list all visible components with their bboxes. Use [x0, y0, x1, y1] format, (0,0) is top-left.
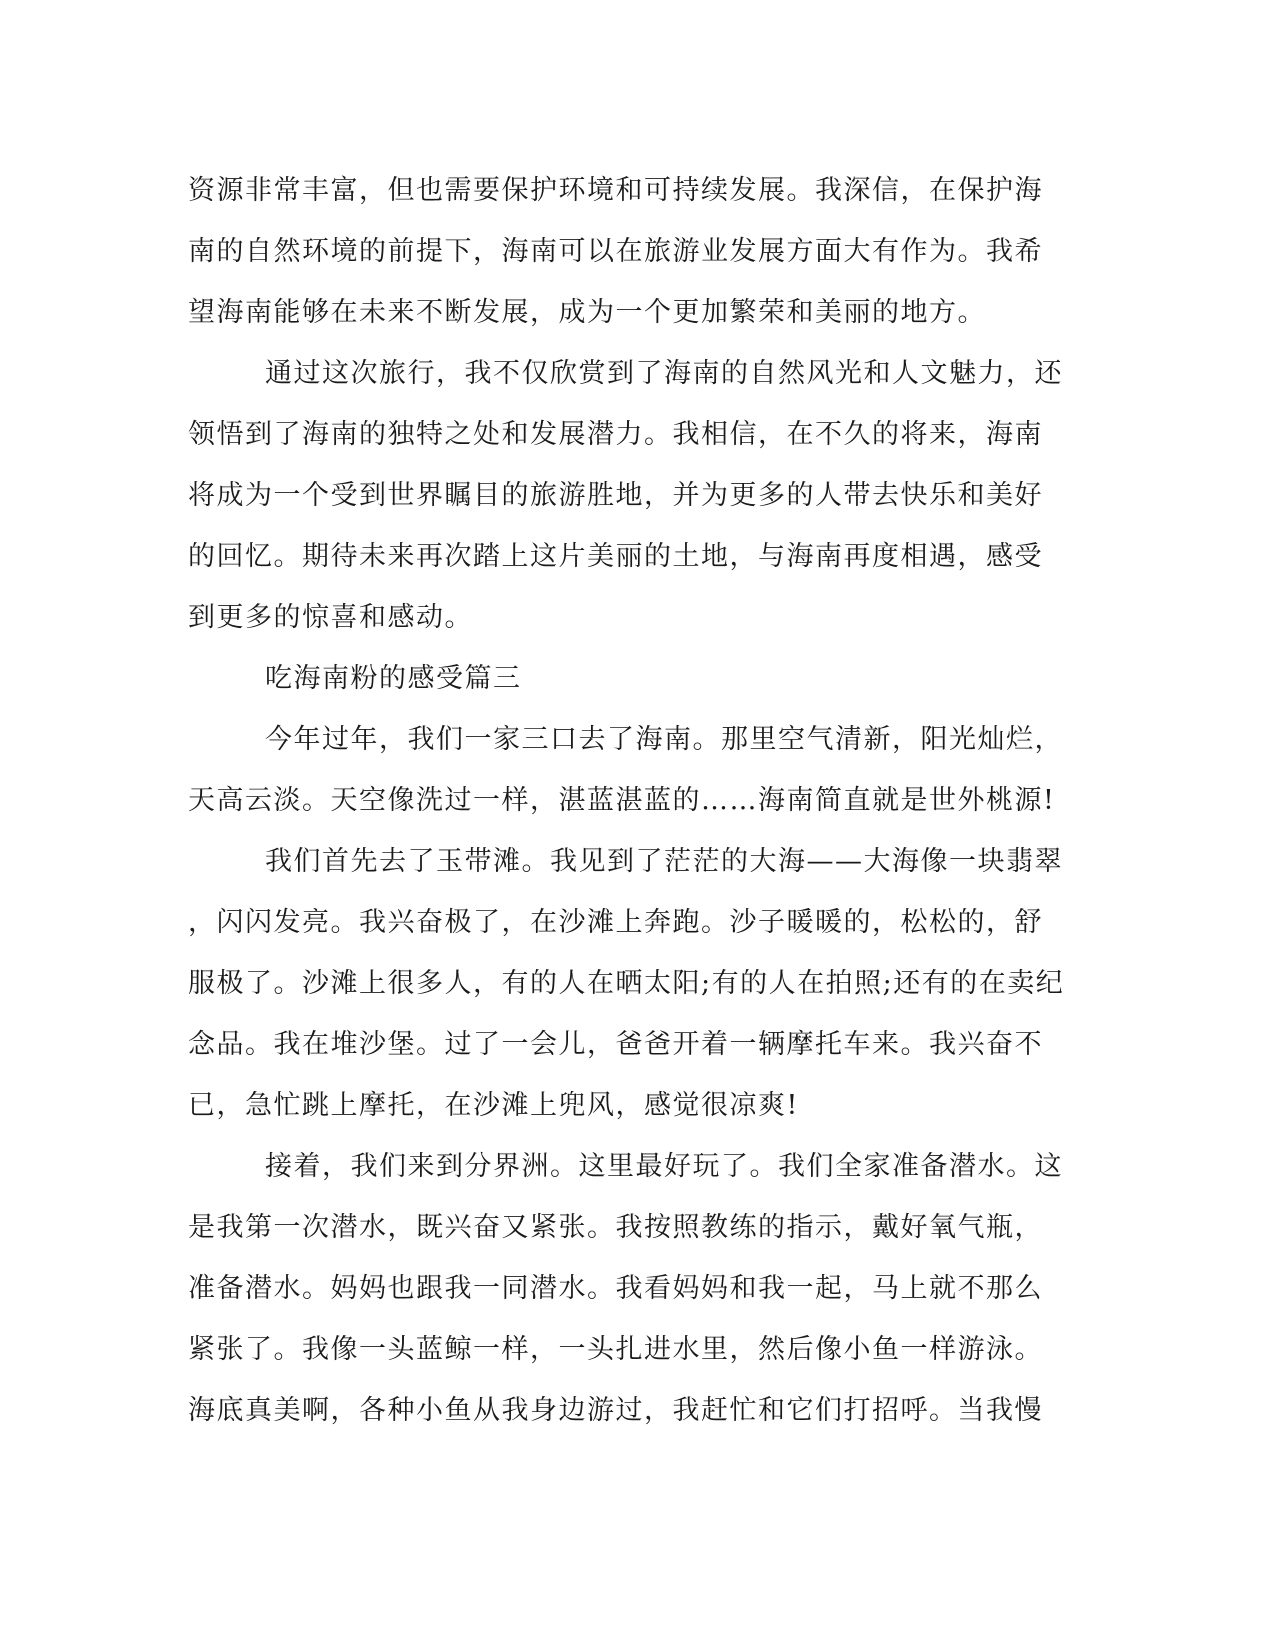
paragraph — [188, 343, 1073, 648]
text-line: 今年过年，我们一家三口去了海南。那里空气清新，阳光灿烂， — [265, 724, 1063, 755]
text-line: 天高云淡。天空像洗过一样，湛蓝湛蓝的……海南简直就是世外桃源! — [188, 785, 1056, 816]
text-line: 的回忆。期待未来再次踏上这片美丽的土地，与海南再度相遇，感受 — [188, 541, 1043, 572]
text-line: ，闪闪发亮。我兴奋极了，在沙滩上奔跑。沙子暖暖的，松松的，舒 — [188, 907, 1043, 938]
text-line: 紧张了。我像一头蓝鲸一样，一头扎进水里，然后像小鱼一样游泳。 — [188, 1334, 1043, 1365]
text-line: 领悟到了海南的独特之处和发展潜力。我相信，在不久的将来，海南 — [188, 419, 1043, 450]
text-line: 服极了。沙滩上很多人，有的人在晒太阳;有的人在拍照;还有的在卖纪 — [188, 968, 1065, 999]
text-line: 是我第一次潜水，既兴奋又紧张。我按照教练的指示，戴好氧气瓶， — [188, 1212, 1043, 1243]
paragraph — [188, 709, 1073, 831]
paragraph — [188, 1136, 1073, 1441]
paragraph — [188, 831, 1073, 1136]
text-line: 通过这次旅行，我不仅欣赏到了海南的自然风光和人文魅力，还 — [265, 358, 1063, 389]
text-line: 接着，我们来到分界洲。这里最好玩了。我们全家准备潜水。这 — [265, 1151, 1063, 1182]
text-line: 已，急忙跳上摩托，在沙滩上兜风，感觉很凉爽! — [188, 1090, 799, 1121]
text-line: 我们首先去了玉带滩。我见到了茫茫的大海——大海像一块翡翠 — [265, 846, 1063, 877]
text-line: 南的自然环境的前提下，海南可以在旅游业发展方面大有作为。我希 — [188, 236, 1043, 267]
text-line: 到更多的惊喜和感动。 — [188, 602, 473, 633]
text-line: 念品。我在堆沙堡。过了一会儿，爸爸开着一辆摩托车来。我兴奋不 — [188, 1029, 1043, 1060]
text-line: 海底真美啊，各种小鱼从我身边游过，我赶忙和它们打招呼。当我慢 — [188, 1395, 1043, 1426]
text-line: 准备潜水。妈妈也跟我一同潜水。我看妈妈和我一起，马上就不那么 — [188, 1273, 1043, 1304]
heading-text: 吃海南粉的感受篇三 — [265, 663, 522, 694]
document-body — [188, 160, 1073, 1441]
text-line: 将成为一个受到世界瞩目的旅游胜地，并为更多的人带去快乐和美好 — [188, 480, 1043, 511]
paragraph — [188, 160, 1073, 343]
text-line: 资源非常丰富，但也需要保护环境和可持续发展。我深信，在保护海 — [188, 175, 1043, 206]
section-heading — [188, 648, 1073, 709]
text-line: 望海南能够在未来不断发展，成为一个更加繁荣和美丽的地方。 — [188, 297, 986, 328]
